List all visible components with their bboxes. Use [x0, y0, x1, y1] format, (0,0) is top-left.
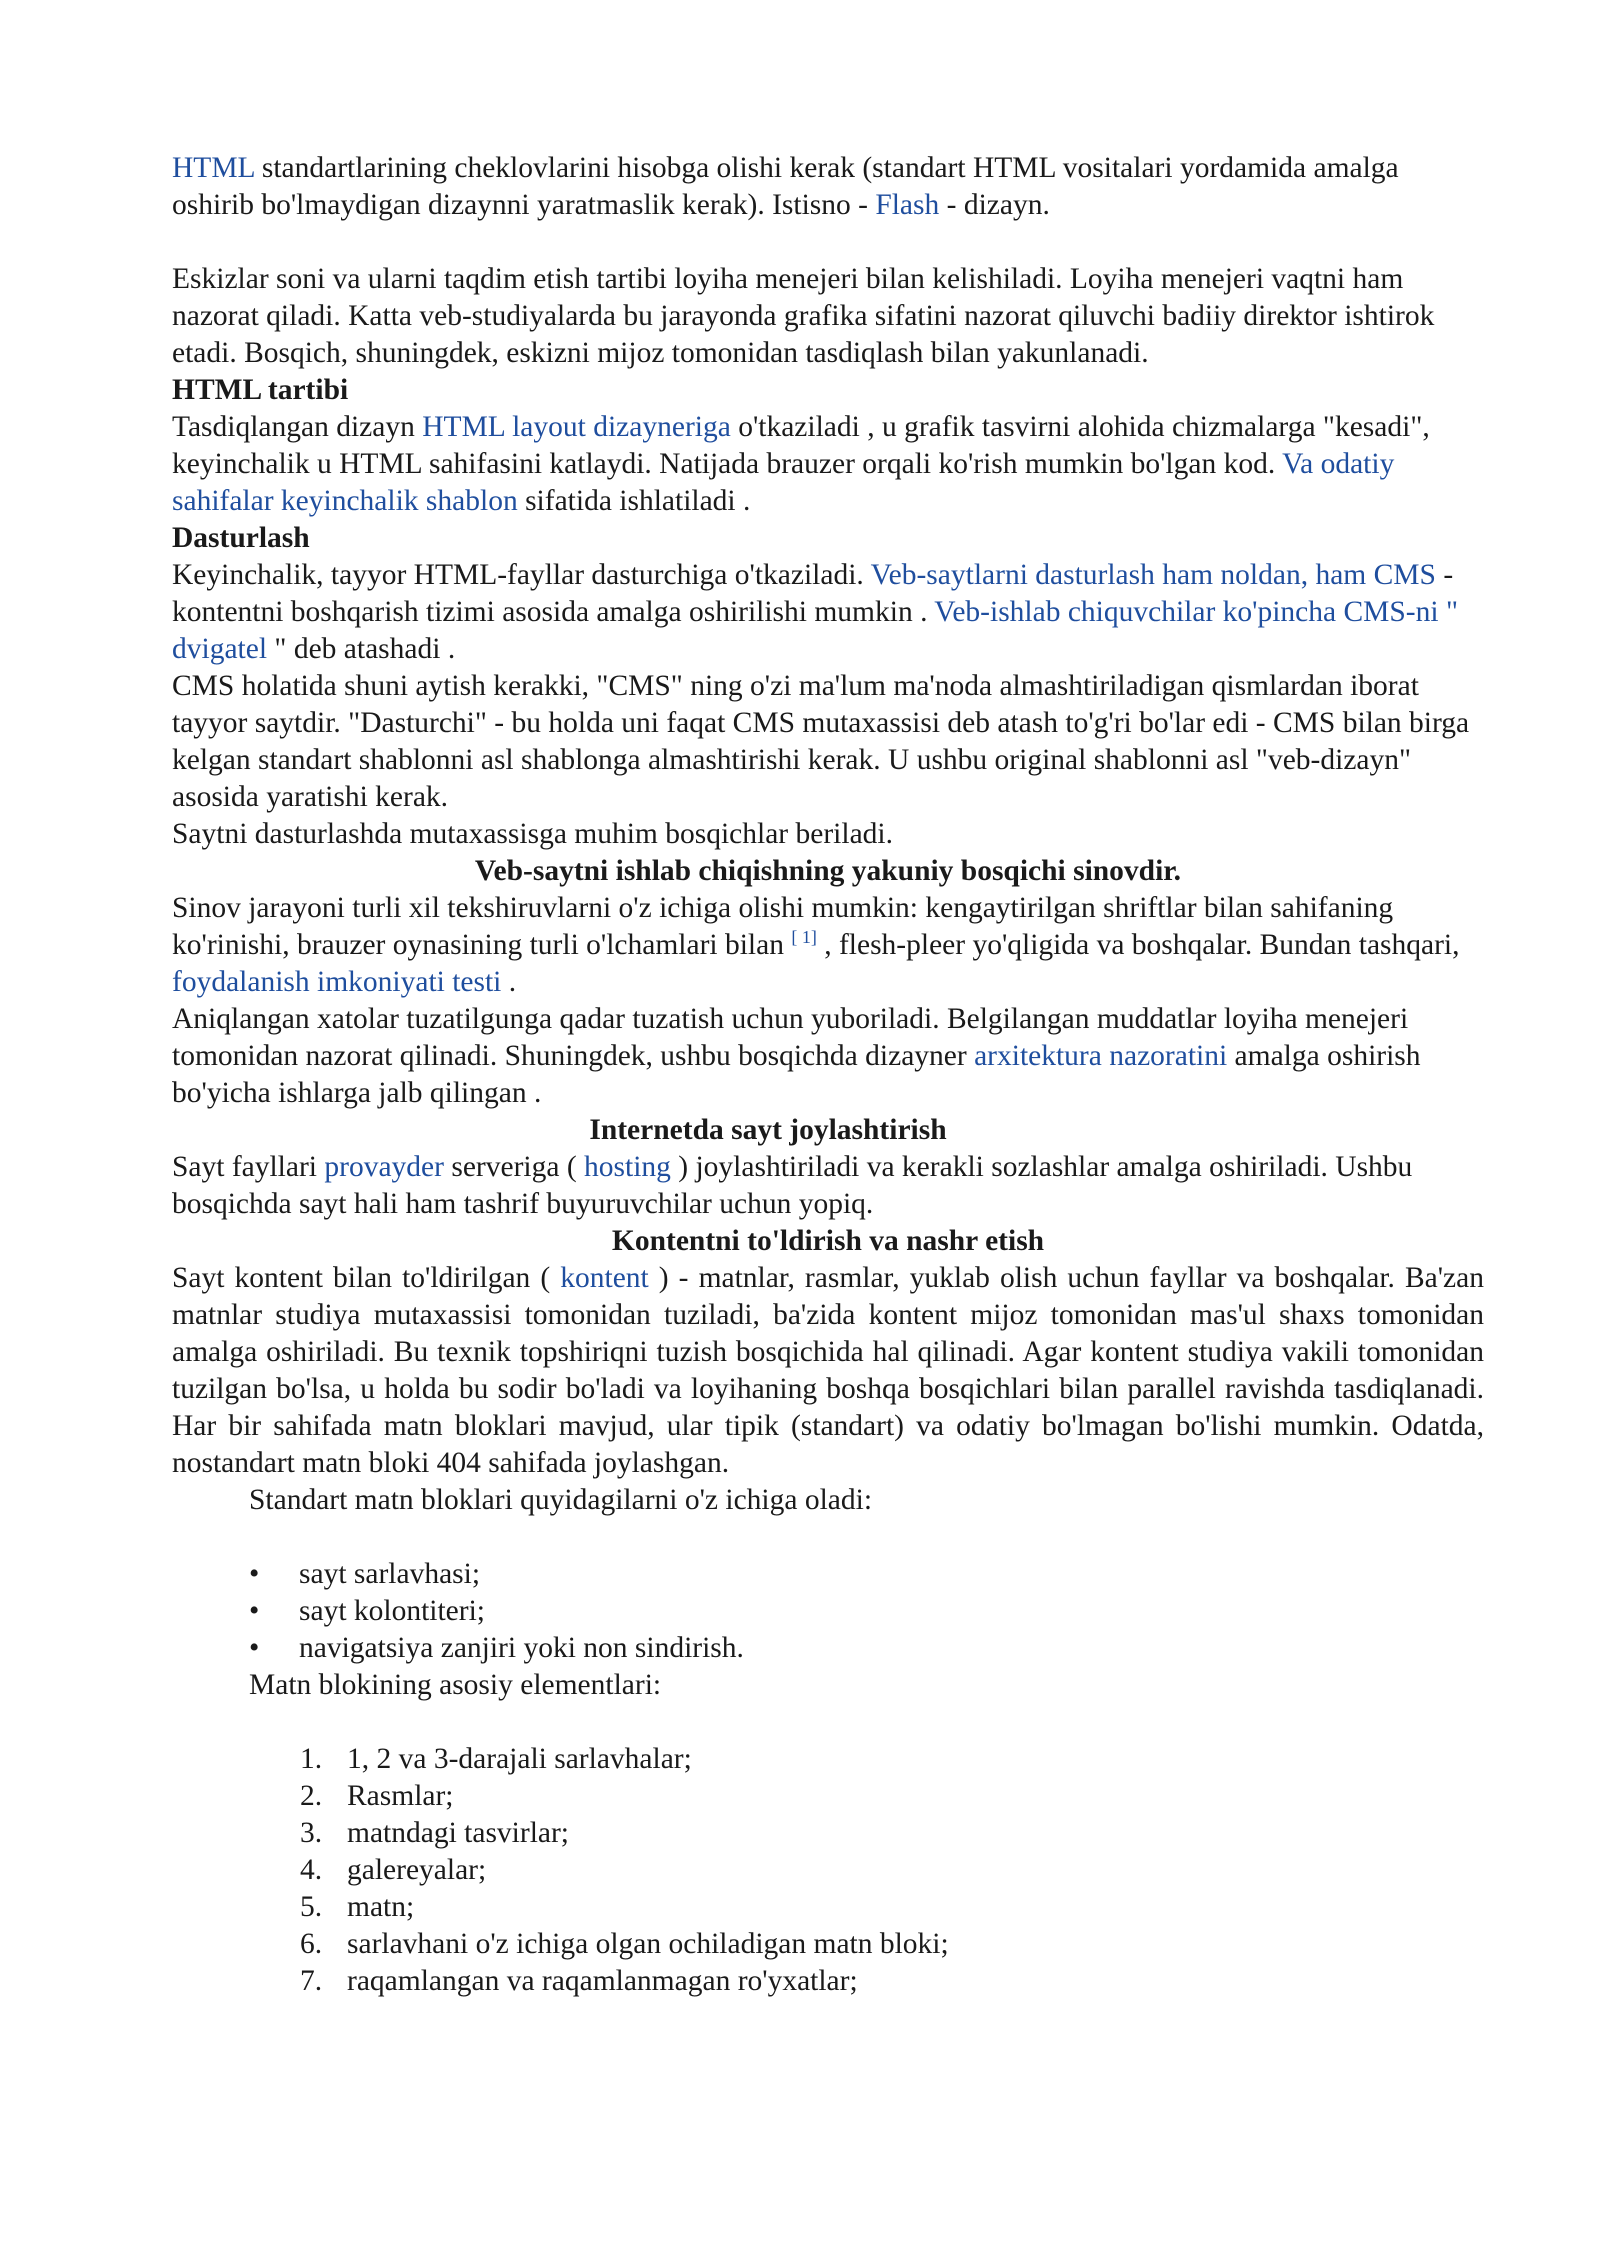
paragraph-text: o'tkaziladi , u grafik tasvirni alohida chizmalarga "kesadi", keyinchalik u HTML sahifasini katlaydi. Natijada brauzer orqali ko'rish mumkin bo'lgan kod.: [172, 411, 1430, 480]
paragraph-text: ) - matnlar, rasmlar, yuklab olish uchun fayllar va boshqalar. Ba'zan matnlar studiya mutaxassisi tomonidan tuziladi, ba'zida kontent mijoz tomonidan mas'ul shaxs tomonidan amalga oshiriladi. Bu texnik topshiriqni tuzish bosqichida hal qilinadi. Agar kontent studiya vakili tomonidan tuzilgan bo'lsa, u holda bu sodir bo'ladi va loyihaning boshqa bosqichlari bilan parallel ravishda tasdiqlanadi. Har bir sahifada matn bloklari mavjud, ular tipik (standart) va odatiy bo'lmagan bo'lishi mumkin. Odatda, nostandart matn bloki 404 sahifada joylashgan.: [172, 1262, 1484, 1479]
link-html[interactable]: HTML: [172, 152, 255, 184]
paragraph-text: .: [501, 966, 517, 998]
link-provider[interactable]: provayder: [324, 1151, 444, 1183]
list-number: 5.: [300, 1891, 323, 1923]
list-number: 1.: [300, 1743, 323, 1775]
list-item: [300, 1889, 1484, 1926]
paragraph-text: - dizayn.: [939, 189, 1050, 221]
heading-html-tartibi: HTML tartibi: [172, 374, 349, 406]
list-item: [300, 1815, 1484, 1852]
paragraph-programming-stages: Saytni dasturlashda mutaxassisga muhim bosqichlar beriladi.: [172, 818, 893, 850]
list-item: [300, 1926, 1484, 1963]
paragraph-html-layout: [172, 409, 1484, 520]
link-template-pages[interactable]: Va odatiy sahifalar keyinchalik shablon: [172, 448, 1395, 517]
bullet-icon: •: [249, 1558, 260, 1590]
paragraph-programming: [172, 557, 1484, 668]
bullet-icon: •: [249, 1595, 260, 1627]
bullet-icon: •: [249, 1632, 260, 1664]
document-page: [172, 150, 1484, 2000]
list-number: 7.: [300, 1965, 323, 1997]
list-item-text: navigatsiya zanjiri yoki non sindirish.: [299, 1632, 744, 1664]
paragraph-testing: [172, 890, 1484, 1001]
numbered-list: [300, 1741, 1484, 2000]
heading-testing: Veb-saytni ishlab chiqishning yakuniy bosqichi sinovdir.: [474, 855, 1182, 887]
list-number: 3.: [300, 1817, 323, 1849]
paragraph-text: Keyinchalik, tayyor HTML-fayllar dasturchiga o'tkaziladi.: [172, 559, 871, 591]
link-hosting[interactable]: hosting: [584, 1151, 671, 1183]
link-web-programming[interactable]: Veb-saytlarni dasturlash ham noldan, ham CMS: [870, 559, 1436, 591]
list-item-text: sarlavhani o'z ichiga olgan ochiladigan matn bloki;: [347, 1928, 949, 1960]
blank-line: [172, 1519, 1484, 1556]
list-number: 4.: [300, 1854, 323, 1886]
list-item: [249, 1593, 1484, 1630]
paragraph-cms: CMS holatida shuni aytish kerakki, "CMS" ning o'zi ma'lum ma'noda almashtiriladigan qismlardan iborat tayyor saytdir. "Dasturchi" - bu holda uni faqat CMS mutaxassisi deb atash to'g'ri bo'lar edi - CMS bilan birga kelgan standart shablonni asl shablonga almashtirishi kerak. U ushbu original shablonni asl "veb-dizayn" asosida yaratishi kerak.: [172, 670, 1470, 813]
paragraph-text: ) joylashtiriladi va kerakli sozlashlar amalga oshiriladi. Ushbu bosqichda sayt hali ham tashrif buyuruvchilar uchun yopiq.: [172, 1151, 1413, 1220]
list-item-text: galereyalar;: [347, 1854, 487, 1886]
list-number: 6.: [300, 1928, 323, 1960]
footnote-reference[interactable]: [ 1]: [791, 927, 817, 948]
paragraph-text: Sinov jarayoni turli xil tekshiruvlarni o'z ichiga olishi mumkin: kengaytirilgan shriftlar bilan sahifaning ko'rinishi, brauzer oynasining turli o'lchamlari bilan: [172, 892, 1394, 961]
list-item-text: 1, 2 va 3-darajali sarlavhalar;: [347, 1743, 692, 1775]
list-item-text: sayt kolontiteri;: [299, 1595, 485, 1627]
paragraph-standard-blocks: Standart matn bloklari quyidagilarni o'z ichiga oladi:: [249, 1484, 873, 1516]
link-cms-engine[interactable]: Veb-ishlab chiquvchilar ko'pincha CMS-ni " dvigatel: [172, 596, 1458, 665]
list-item: [300, 1852, 1484, 1889]
paragraph-text: amalga oshirish bo'yicha ishlarga jalb qilingan .: [172, 1040, 1421, 1109]
link-accessibility-test[interactable]: foydalanish imkoniyati testi: [172, 966, 502, 998]
paragraph-text: serveriga (: [443, 1151, 585, 1183]
paragraph-text: Tasdiqlangan dizayn: [172, 411, 423, 443]
paragraph-text: , flesh-pleer yo'qligida va boshqalar. Bundan tashqari,: [816, 929, 1460, 961]
paragraph-main-elements: Matn blokining asosiy elementlari:: [249, 1669, 662, 1701]
list-item-text: Rasmlar;: [347, 1780, 454, 1812]
link-architecture-control[interactable]: arxitektura nazoratini: [974, 1040, 1228, 1072]
paragraph-sketches: Eskizlar soni va ularni taqdim etish tartibi loyiha menejeri bilan kelishiladi. Loyiha menejeri vaqtni ham nazorat qiladi. Katta veb-studiyalarda bu jarayonda grafika sifatini nazorat qiluvchi badiiy direktor ishtirok etadi. Bosqich, shuningdek, eskizni mijoz tomonidan tasdiqlash bilan yakunlanadi.: [172, 263, 1435, 369]
list-item-text: matndagi tasvirlar;: [347, 1817, 569, 1849]
paragraph-text: - kontentni boshqarish tizimi asosida amalga oshirilishi mumkin .: [172, 559, 1454, 628]
list-item-text: matn;: [347, 1891, 415, 1923]
bullet-list: [249, 1556, 1484, 1667]
paragraph-text: Sayt kontent bilan to'ldirilgan (: [172, 1262, 561, 1294]
list-item: [300, 1741, 1484, 1778]
list-number: 2.: [300, 1780, 323, 1812]
list-item: [300, 1963, 1484, 2000]
heading-dasturlash: Dasturlash: [172, 522, 310, 554]
paragraph-text: Sayt fayllari: [172, 1151, 325, 1183]
paragraph-text: " deb atashadi .: [267, 633, 456, 665]
paragraph-html-standards: [172, 150, 1484, 224]
list-item: [300, 1778, 1484, 1815]
paragraph-text: sifatida ishlatiladi .: [517, 485, 751, 517]
list-item: [249, 1630, 1484, 1667]
link-html-layout-designer[interactable]: HTML layout dizayneriga: [422, 411, 731, 443]
heading-content: Kontentni to'ldirish va nashr etish: [611, 1225, 1045, 1257]
heading-hosting: Internetda sayt joylashtirish: [589, 1114, 947, 1146]
link-content[interactable]: kontent: [560, 1262, 649, 1294]
list-item: [249, 1556, 1484, 1593]
list-item-text: sayt sarlavhasi;: [299, 1558, 481, 1590]
paragraph-text: Aniqlangan xatolar tuzatilgunga qadar tuzatish uchun yuboriladi. Belgilangan muddatlar loyiha menejeri tomonidan nazorat qilinadi. Shuningdek, ushbu bosqichda dizayner: [172, 1003, 1409, 1072]
paragraph-content: [172, 1260, 1484, 1482]
paragraph-text: standartlarining cheklovlarini hisobga olishi kerak (standart HTML vositalari yordamida amalga oshirib bo'lmaydigan dizaynni yaratmaslik kerak). Istisno -: [172, 152, 1399, 221]
link-flash[interactable]: Flash: [875, 189, 940, 221]
paragraph-hosting: [172, 1149, 1484, 1223]
blank-line: [172, 1704, 1484, 1741]
paragraph-bug-fixing: [172, 1001, 1484, 1112]
list-item-text: raqamlangan va raqamlanmagan ro'yxatlar;: [347, 1965, 858, 1997]
blank-line: [172, 224, 1484, 261]
